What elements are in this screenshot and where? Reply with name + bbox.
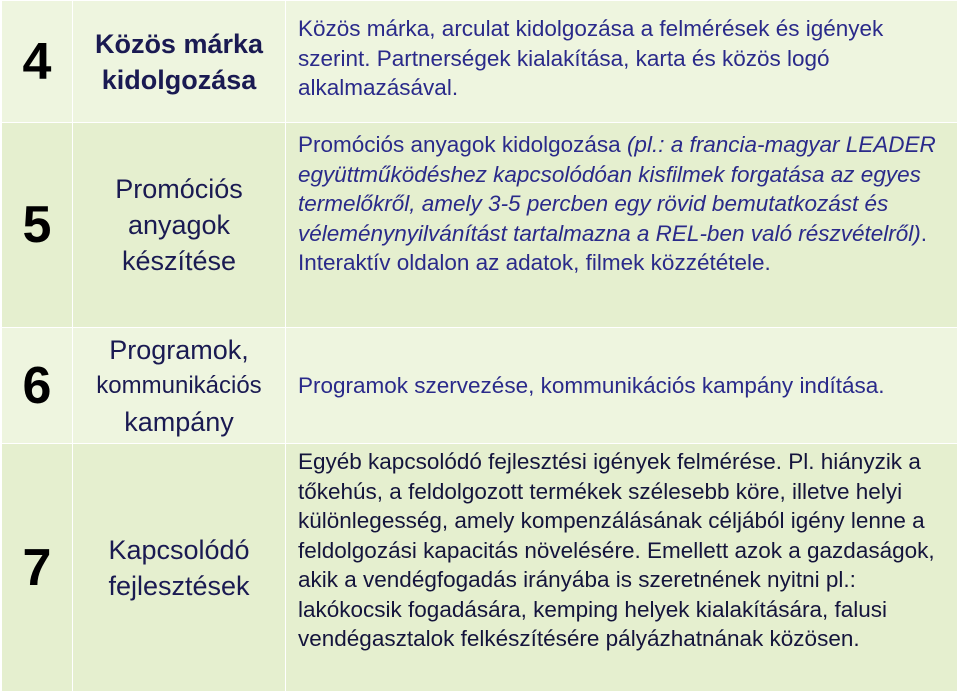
row-number: 7 [2, 444, 73, 692]
description-tail: . Interaktív oldalon az adatok, filmek közzététele. [298, 220, 928, 275]
table-row [2, 444, 958, 692]
row-description: Programok szervezése, kommunikációs kampány indítása. [286, 328, 958, 444]
title-line: Promóciós [115, 174, 243, 204]
description-lead: Promóciós anyagok kidolgozása [298, 132, 627, 157]
row-title [73, 328, 286, 444]
row-title [73, 1, 286, 123]
title-line: Programok, [109, 334, 249, 365]
description-example: (pl.: a francia-magyar LEADER együttműködéshez kapcsolódóan kisfilmek forgatása az egyes termelőkről, amely 3-5 percben egy rövid bemutatkozást és véleménynyilvánítást tartalmazna a REL-ben való részvételről) [298, 132, 936, 246]
row-description: Egyéb kapcsolódó fejlesztési igények felmérése. Pl. hiányzik a tőkehús, a feldolgozott termékek szélesebb köre, illetve helyi különlegesség, amely kompenzálásának céljából igény lenne a feldolgozási kapacitás növelésére. Emellett azok a gazdaságok, akik a vendégfogadás irányába is szeretnének nyitni pl.: lakókocsik fogadására, kemping helyek kialakítására, falusi vendégasztalok felkészítésére pályázhatnának közösen. [286, 444, 958, 692]
row-number: 6 [2, 328, 73, 444]
row-number: 4 [2, 1, 73, 123]
title-line: Közös márka [94, 28, 264, 59]
title-line: Kapcsolódó [108, 534, 250, 565]
row-description [286, 123, 958, 328]
title-line: anyagok [127, 210, 231, 240]
table-row [2, 123, 958, 328]
development-plan-table [1, 0, 958, 692]
title-line: készítése [121, 246, 237, 276]
title-line: fejlesztések [108, 570, 250, 601]
title-line: kampány [124, 406, 234, 437]
table-row [2, 1, 958, 123]
title-line: kidolgozása [101, 64, 257, 95]
row-title [73, 444, 286, 692]
title-line: kommunikációs [96, 371, 262, 399]
row-description: Közös márka, arculat kidolgozása a felmérések és igények szerint. Partnerségek kialakítása, karta és közös logó alkalmazásával. [286, 1, 958, 123]
row-title [73, 123, 286, 328]
table-row [2, 328, 958, 444]
row-number: 5 [2, 123, 73, 328]
